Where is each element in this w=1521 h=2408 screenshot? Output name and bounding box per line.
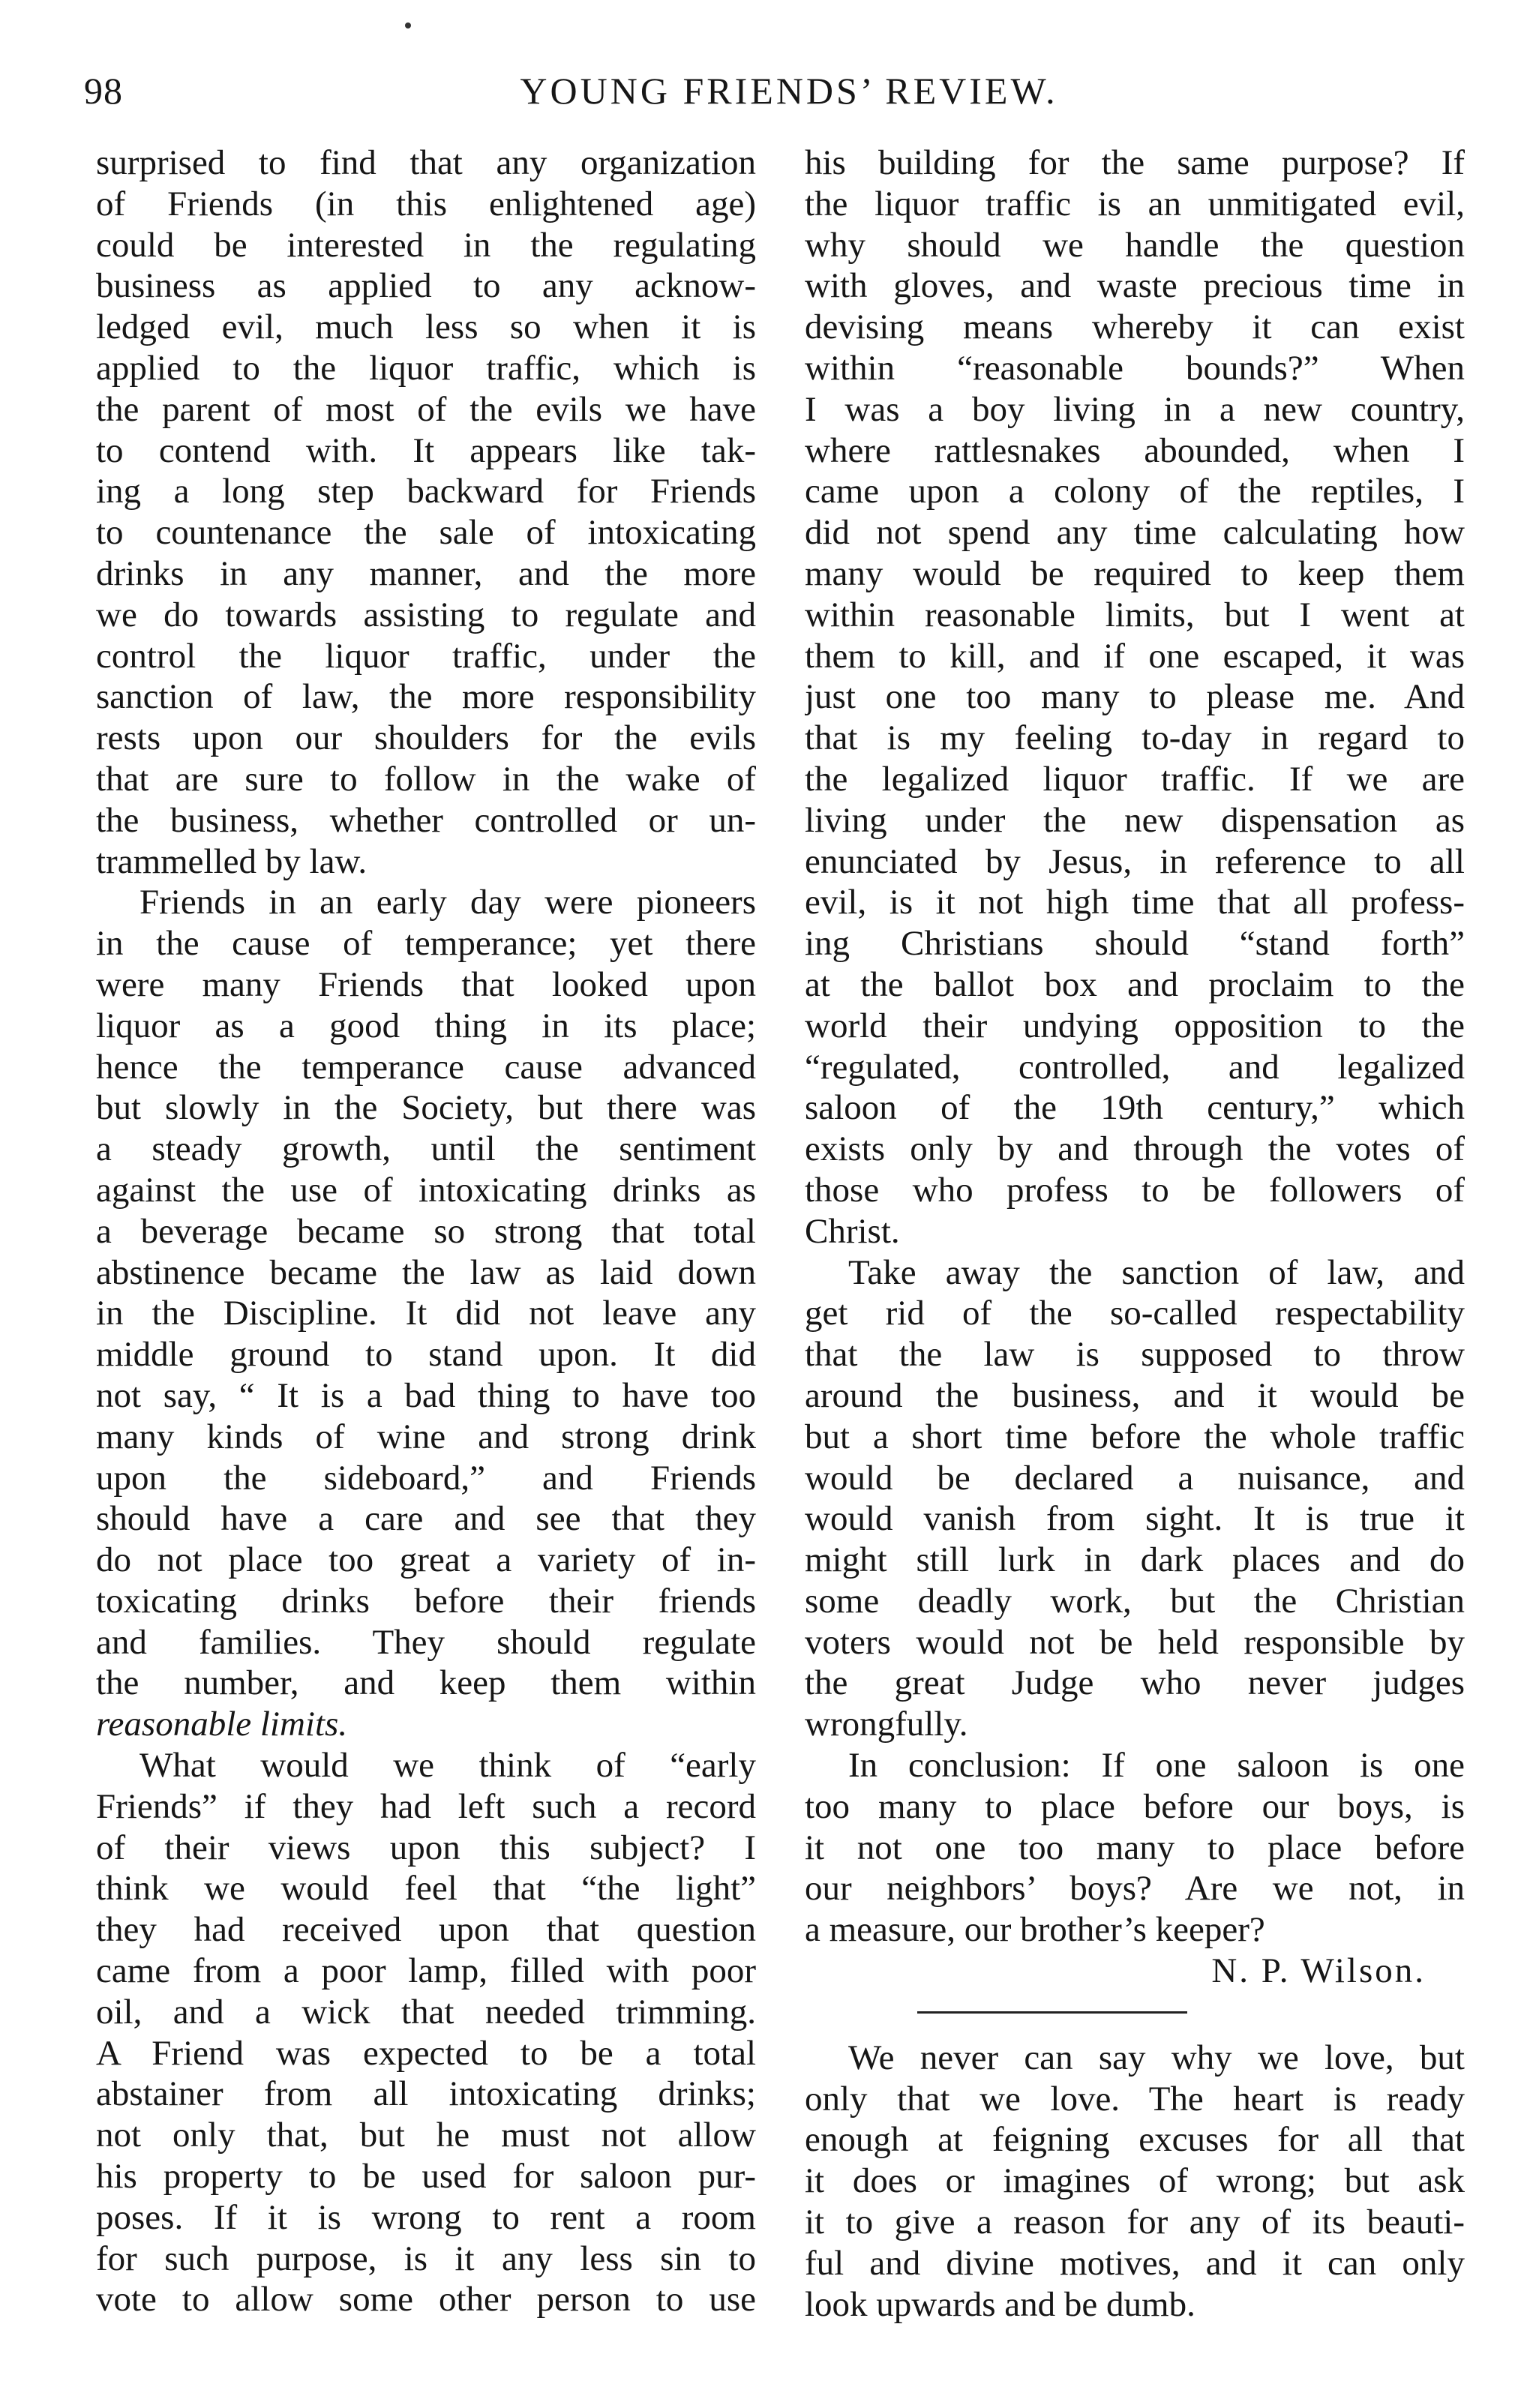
text-line: “regulated, controlled, and legalized — [805, 1047, 1465, 1087]
text-line: many kinds of wine and strong drink — [96, 1417, 756, 1456]
ink-speck — [405, 22, 411, 28]
text-line: his property to be used for saloon pur- — [96, 2157, 756, 2197]
text-line: enunciated by Jesus, in reference to all — [805, 841, 1465, 881]
text-line: for such purpose, is it any less sin to — [96, 2239, 756, 2278]
text-line: ing a long step backward for Friends — [96, 472, 756, 511]
text-line: do not place too great a variety of in- — [96, 1540, 756, 1580]
text-line: came upon a colony of the reptiles, I — [805, 472, 1465, 511]
text-line: to contend with. It appears like tak- — [96, 430, 756, 470]
text-line: against the use of intoxicating drinks as — [96, 1170, 756, 1210]
text-line: and families. They should regulate — [96, 1622, 756, 1662]
text-line: oil, and a wick that needed trimming. — [96, 1992, 756, 2032]
text-line: upon the sideboard,” and Friends — [96, 1458, 756, 1498]
text-line: the parent of most of the evils we have — [96, 389, 756, 429]
text-line: many would be required to keep them — [805, 553, 1465, 593]
text-line: just one too many to please me. And — [805, 677, 1465, 717]
text-line: our neighbors’ boys? Are we not, in — [805, 1869, 1465, 1909]
text-line: evil, is it not high time that all profess- — [805, 883, 1465, 922]
text-line: would be declared a nuisance, and — [805, 1458, 1465, 1498]
text-line: hence the temperance cause advanced — [96, 1047, 756, 1087]
text-line: did not spend any time calculating how — [805, 513, 1465, 553]
page-number: 98 — [84, 70, 123, 112]
text-line: should have a care and see that they — [96, 1499, 756, 1539]
text-line: liquor as a good thing in its place; — [96, 1006, 756, 1045]
right-column — [805, 142, 1465, 2325]
text-line: in the Discipline. It did not leave any — [96, 1294, 756, 1333]
author-signature: N. P. Wilson. — [1211, 1951, 1426, 1991]
text-line: look upwards and be dumb. — [805, 2284, 1196, 2324]
text-line: exists only by and through the votes of — [805, 1129, 1465, 1169]
text-line: surprised to find that any organization — [96, 143, 756, 182]
text-line — [96, 1704, 756, 1745]
text-line: the liquor traffic is an unmitigated evil, — [805, 184, 1465, 223]
text-line: we do towards assisting to regulate and — [96, 595, 756, 634]
text-line: that is my feeling to-day in regard to — [805, 718, 1465, 758]
text-line: ing Christians should “stand forth” — [805, 924, 1465, 964]
article-continuation — [805, 142, 1465, 1951]
text-line: I was a boy living in a new country, — [805, 389, 1465, 429]
text-line: think we would feel that “the light” — [96, 1869, 756, 1909]
text-line: it does or imagines of wrong; but ask — [805, 2161, 1465, 2201]
text-line: within “reasonable bounds?” When — [805, 348, 1465, 388]
text-line: came from a poor lamp, filled with poor — [96, 1951, 756, 1991]
text-line: saloon of the 19th century,” which — [805, 1088, 1465, 1128]
text-line: vote to allow some other person to use — [96, 2280, 756, 2320]
text-line: voters would not be held responsible by — [805, 1622, 1465, 1662]
closing-paragraph — [805, 2038, 1465, 2326]
text-line: trammelled by law. — [96, 841, 368, 881]
italic-text: reasonable limits. — [96, 1705, 348, 1744]
text-line: not say, “ It is a bad thing to have too — [96, 1375, 756, 1415]
text-line: those who profess to be followers of — [805, 1170, 1465, 1210]
text-line: might still lurk in dark places and do — [805, 1540, 1465, 1580]
text-line: of Friends (in this enlightened age) — [96, 184, 756, 223]
text-line: get rid of the so-called respectability — [805, 1294, 1465, 1333]
text-line: What would we think of “early — [140, 1746, 756, 1786]
text-line: of their views upon this subject? I — [96, 1828, 756, 1867]
text-line: rests upon our shoulders for the evils — [96, 718, 756, 758]
text-line: they had received upon that question — [96, 1910, 756, 1950]
text-line: A Friend was expected to be a total — [96, 2033, 756, 2073]
text-line: them to kill, and if one escaped, it was — [805, 636, 1465, 676]
text-line: within reasonable limits, but I went at — [805, 595, 1465, 634]
text-line: why should we handle the question — [805, 225, 1465, 265]
text-line: Take away the sanction of law, and — [848, 1252, 1465, 1292]
text-line: Friends in an early day were pioneers — [140, 883, 756, 922]
text-line: it to give a reason for any of its beauti- — [805, 2203, 1465, 2242]
text-line: the business, whether controlled or un- — [96, 800, 756, 840]
text-line: ful and divine motives, and it can only — [805, 2243, 1465, 2283]
text-line: a steady growth, until the sentiment — [96, 1129, 756, 1169]
text-line: only that we love. The heart is ready — [805, 2079, 1465, 2119]
left-column — [96, 142, 756, 2320]
text-line: some deadly work, but the Christian — [805, 1581, 1465, 1621]
text-line: Friends” if they had left such a record — [96, 1786, 756, 1826]
text-line: to countenance the sale of intoxicating — [96, 513, 756, 553]
text-line: but slowly in the Society, but there was — [96, 1088, 756, 1128]
text-line: the number, and keep them within — [96, 1663, 756, 1703]
text-line: poses. If it is wrong to rent a room — [96, 2197, 756, 2237]
text-line: the legalized liquor traffic. If we are — [805, 759, 1465, 799]
text-line: where rattlesnakes abounded, when I — [805, 430, 1465, 470]
text-line: applied to the liquor traffic, which is — [96, 348, 756, 388]
text-line: devising means whereby it can exist — [805, 307, 1465, 347]
text-line: around the business, and it would be — [805, 1375, 1465, 1415]
text-line: a beverage became so strong that total — [96, 1211, 756, 1251]
text-line: middle ground to stand upon. It did — [96, 1335, 756, 1375]
text-line: toxicating drinks before their friends — [96, 1581, 756, 1621]
text-line: that the law is supposed to throw — [805, 1335, 1465, 1375]
text-line: wrongfully. — [805, 1705, 968, 1744]
text-line: would vanish from sight. It is true it — [805, 1499, 1465, 1539]
text-line: a measure, our brother’s keeper? — [805, 1910, 1265, 1950]
text-line: that are sure to follow in the wake of — [96, 759, 756, 799]
text-line: sanction of law, the more responsibility — [96, 677, 756, 717]
text-line: were many Friends that looked upon — [96, 964, 756, 1004]
text-line: world their undying opposition to the — [805, 1006, 1465, 1045]
page-header — [84, 69, 1464, 129]
text-line: business as applied to any acknow- — [96, 266, 756, 306]
text-line: We never can say why we love, but — [848, 2038, 1465, 2077]
text-line: in the cause of temperance; yet there — [96, 924, 756, 964]
text-line: it not one too many to place before — [805, 1828, 1465, 1867]
text-line: enough at feigning excuses for all that — [805, 2120, 1465, 2160]
text-line: at the ballot box and proclaim to the — [805, 964, 1465, 1004]
text-line: Christ. — [805, 1211, 900, 1251]
running-title: YOUNG FRIENDS’ REVIEW. — [520, 70, 1058, 112]
text-line: abstainer from all intoxicating drinks; — [96, 2074, 756, 2114]
text-line: In conclusion: If one saloon is one — [848, 1746, 1465, 1786]
text-line: could be interested in the regulating — [96, 225, 756, 265]
text-line: ledged evil, much less so when it is — [96, 307, 756, 347]
text-line: too many to place before our boys, is — [805, 1786, 1465, 1826]
text-line: living under the new dispensation as — [805, 800, 1465, 840]
text-line: drinks in any manner, and the more — [96, 553, 756, 593]
section-divider — [917, 2011, 1187, 2014]
text-line: with gloves, and waste precious time in — [805, 266, 1465, 306]
text-line: but a short time before the whole traffic — [805, 1417, 1465, 1456]
text-line: control the liquor traffic, under the — [96, 636, 756, 676]
text-line: abstinence became the law as laid down — [96, 1252, 756, 1292]
text-line: the great Judge who never judges — [805, 1663, 1465, 1703]
text-line: not only that, but he must not allow — [96, 2116, 756, 2155]
text-line: his building for the same purpose? If — [805, 143, 1465, 182]
